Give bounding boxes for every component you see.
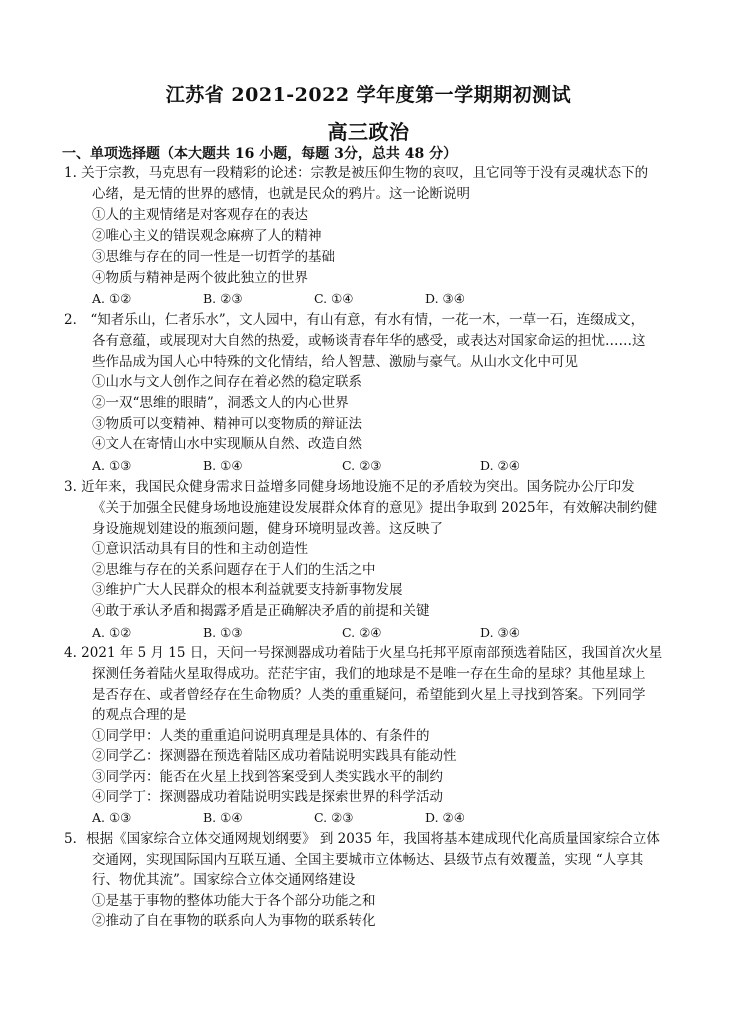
question-4-text: 是否存在、或者曾经存在生命物质？人类的重重疑问，希望能到火星上寻找到答案。下列同学 <box>92 687 646 703</box>
question-4-text: 探测任务着陆火星取得成功。茫茫宇宙，我们的地球是不是唯一存在生命的星球？其他星球上 <box>92 666 646 682</box>
question-1-option: ①人的主观情绪是对客观存在的表达 <box>92 207 308 223</box>
question-2-text: 些作品成为国人心中特殊的文化情结，给人智慧、激励与豪气。从山水文化中可见 <box>92 354 578 370</box>
question-5-option: ①是基于事物的整体功能大于各个部分功能之和 <box>92 893 376 909</box>
question-2-option: ①山水与文人创作之间存在着必然的稳定联系 <box>92 374 362 390</box>
question-1-option: ③思维与存在的同一性是一切哲学的基础 <box>92 249 335 265</box>
page-subtitle: 高三政治 <box>327 120 410 144</box>
question-3-choice-a: A. ①② <box>92 625 132 640</box>
question-1-option: ②唯心主义的错误观念麻痹了人的精神 <box>92 228 322 244</box>
question-2-option: ③物质可以变精神、精神可以变物质的辩证法 <box>92 416 362 432</box>
question-3-option: ②思维与存在的关系问题存在于人们的生活之中 <box>92 562 376 578</box>
question-2-text: 各有意蕴，或展现对大自然的热爱，或畅谈青春年华的感受，或表达对国家命运的担忧……这 <box>92 333 646 349</box>
question-2-option: ②一双“思维的眼睛”，洞悉文人的内心世界 <box>92 395 349 411</box>
question-3-choice-b: B. ①③ <box>203 625 243 640</box>
question-5-option: ②推动了自在事物的联系向人为事物的联系转化 <box>92 913 376 929</box>
section-heading: 一、单项选择题（本大题共 16 小题，每题 3分，总共 48 分） <box>62 146 458 162</box>
question-3-choice-d: D. ③④ <box>480 625 520 640</box>
question-4-choice-d: D. ②④ <box>425 810 465 825</box>
question-4-option: ④同学丁：探测器成功着陆说明实践是探索世界的科学活动 <box>92 789 443 805</box>
question-5-text: 5．根据《国家综合立体交通网规划纲要》 到 2035 年，我国将基本建成现代化高质量国家综合立体 <box>64 831 660 847</box>
question-4-choice-a: A. ①③ <box>92 810 132 825</box>
question-2-choice-c: C. ②③ <box>342 458 382 473</box>
question-3-option: ①意识活动具有目的性和主动创造性 <box>92 541 308 557</box>
question-3-option: ③维护广大人民群众的根本利益就要支持新事物发展 <box>92 582 403 598</box>
question-4-text: 的观点合理的是 <box>92 707 187 723</box>
question-1-text: 1. 关于宗教，马克思有一段精彩的论述：宗教是被压仰生物的哀叹，且它同等于没有灵魂状态下的 <box>64 165 649 181</box>
question-4-choice-b: B. ①④ <box>203 810 243 825</box>
question-2-option: ④文人在寄情山水中实现顺从自然、改造自然 <box>92 436 362 452</box>
question-1-choice-b: B. ②③ <box>203 291 243 306</box>
question-1-option: ④物质与精神是两个彼此独立的世界 <box>92 270 308 286</box>
question-3-text: 《关于加强全民健身场地设施建设发展群众体育的意见》提出争取到 2025年，有效解决制约健 <box>92 500 658 516</box>
question-4-option: ①同学甲：人类的重重追问说明真理是具体的、有条件的 <box>92 728 430 744</box>
question-1-choice-c: C. ①④ <box>314 291 354 306</box>
question-4-choice-c: C. ②③ <box>314 810 354 825</box>
question-2-choice-a: A. ①③ <box>92 458 132 473</box>
question-3-option: ④敢于承认矛盾和揭露矛盾是正确解决矛盾的前提和关键 <box>92 603 430 619</box>
question-1-choice-a: A. ①② <box>92 291 132 306</box>
page-title: 江苏省 2021-2022 学年度第一学期期初测试 <box>165 84 572 106</box>
question-2-text: 2． “知者乐山，仁者乐水”，文人园中，有山有意，有水有情，一花一木，一草一石，连缀成文， <box>64 312 645 328</box>
question-3-choice-c: C. ②④ <box>342 625 382 640</box>
question-2-choice-b: B. ①④ <box>203 458 243 473</box>
question-4-option: ②同学乙：探测器在预选着陆区成功着陆说明实践具有能动性 <box>92 748 457 764</box>
question-5-text: 行、物优其流”。国家综合立体交通网络建设 <box>92 872 356 888</box>
question-3-text: 身设施规划建设的瓶颈问题，健身环境明显改善。这反映了 <box>92 521 443 537</box>
question-3-text: 3. 近年来，我国民众健身需求日益增多同健身场地设施不足的矛盾较为突出。国务院办公厅印发 <box>64 479 635 495</box>
question-1-choice-d: D. ③④ <box>425 291 465 306</box>
question-2-choice-d: D. ②④ <box>480 458 520 473</box>
question-5-text: 交通网，实现国际国内互联互通、全国主要城市立体畅达、县级节点有效覆盖，实现 “人享其 <box>92 852 644 868</box>
question-1-text: 心绪，是无情的世界的感情，也就是民众的鸦片。这一论断说明 <box>92 186 470 202</box>
question-4-text: 4. 2021 年 5 月 15 日，天问一号探测器成功着陆于火星乌托邦平原南部预选着陆区，我国首次火星 <box>64 645 663 661</box>
question-4-option: ③同学丙：能否在火星上找到答案受到人类实践水平的制约 <box>92 769 443 785</box>
